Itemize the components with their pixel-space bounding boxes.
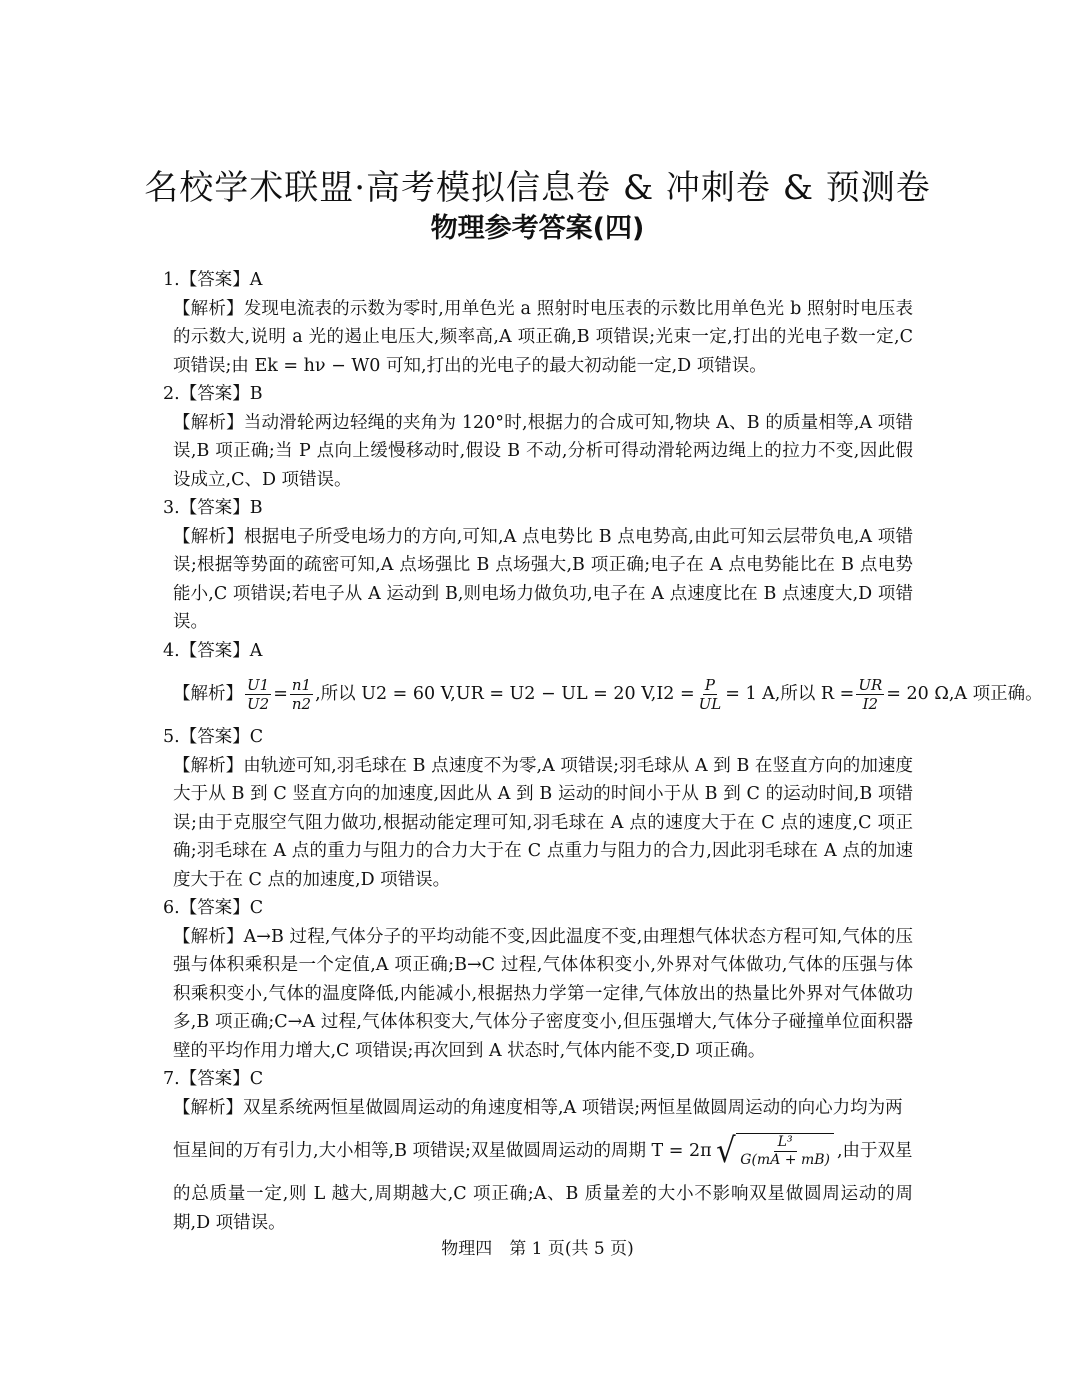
fraction-denominator: U2 (247, 694, 270, 713)
question-3 (163, 494, 913, 637)
question-2 (163, 380, 913, 494)
question-number: 3. (163, 498, 180, 518)
fraction-denominator: n2 (291, 694, 312, 713)
explanation-prefix: 【解析】 (173, 683, 243, 704)
question-6 (163, 894, 913, 1065)
radical-sign-icon: √ (715, 1131, 736, 1171)
answer-line (163, 494, 913, 523)
page-footer: 物理四 第 1 页(共 5 页) (441, 1239, 634, 1259)
square-root (715, 1133, 834, 1169)
explanation-text: 的总质量一定,则 L 越大,周期越大,C 项正确;A、B 质量差的大小不影响双星做圆周运动的周期,D 项错误。 (173, 1184, 913, 1233)
answer-text: 【答案】A (179, 270, 263, 290)
turns-ratio-fraction (290, 676, 313, 713)
question-number: 7. (163, 1069, 180, 1089)
explanation-text: 【解析】双星系统两恒星做圆周运动的角速度相等,A 项错误;两恒星做圆周运动的向心力均为两 (173, 1097, 903, 1118)
formula-text: ,由于双星 (836, 1140, 913, 1161)
answer-line (163, 266, 913, 295)
question-number: 4. (163, 640, 180, 661)
explanation-text: 【解析】由轨迹可知,羽毛球在 B 点速度不为零,A 项错误;羽毛球从 A 到 B 在竖直方向的加速度大于从 B 到 C 竖直方向的加速度,因此从 A 到 B 运动的时间小于从 B 到 C 的运动时间,B 项错误;由于克服空气阻力做功,根据动能定理可知,羽毛球在 A 点的速度大于在 C 点的速度,C 项正确;羽毛球在 A 点的重力与阻力的合力大于在 C 点重力与阻力的合力,因此羽毛球在 A 点的加速度大于在 C 点的加速度,D 项错误。 (173, 755, 913, 890)
explanation-text: 【解析】当动滑轮两边轻绳的夹角为 120°时,根据力的合成可知,物块 A、B 的质量相等,A 项错误,B 项正确;当 P 点向上缓慢移动时,假设 B 不动,分析可得动滑轮两边绳上的拉力不变,因此假设成立,C、D 项错误。 (173, 412, 913, 490)
answer-line (163, 380, 913, 409)
fraction-numerator: L³ (774, 1134, 797, 1152)
question-7 (163, 1065, 913, 1237)
question-number: 2. (163, 384, 180, 404)
question-5 (163, 723, 913, 894)
formula-text: ,所以 U2 = 60 V,UR = U2 − UL = 20 V,I2 = (315, 683, 695, 704)
voltage-ratio-fraction (245, 676, 271, 713)
explanation-text: 【解析】根据电子所受电场力的方向,可知,A 点电势比 B 点电势高,由此可知云层带负电,A 项错误;根据等势面的疏密可知,A 点场强比 B 点场强大,B 项正确;电子在 A 点电势能比在 B 点电势能小,C 项错误;若电子从 A 运动到 B,则电场力做负功,电子在 A 点速度比在 B 点速度大,D 项错误。 (173, 526, 913, 632)
answers-body (163, 266, 1043, 1237)
answer-text: 【答案】C (179, 898, 264, 918)
fraction-numerator: P (704, 675, 715, 694)
resistance-fraction (856, 676, 884, 713)
period-formula-line (163, 1122, 913, 1180)
explanation-text: 【解析】发现电流表的示数为零时,用单色光 a 照射时电压表的示数比用单色光 b 照射时电压表的示数大,说明 a 光的遏止电压大,频率高,A 项正确,B 项错误;光束一定,打出的光电子数一定,C 项错误;由 Ek = hν − W0 可知,打出的光电子的最大初动能一定,D 项错误。 (173, 298, 913, 376)
formula-text: = 20 Ω,A 项正确。 (886, 683, 1043, 704)
formula-text: = 1 A,所以 R = (725, 683, 855, 704)
fraction-denominator: UL (698, 694, 722, 713)
explanation-text: 【解析】A→B 过程,气体分子的平均动能不变,因此温度不变,由理想气体状态方程可知,气体的压强与体积乘积是一个定值,A 项正确;B→C 过程,气体体积变小,外界对气体做功,气体的压强与体积乘积变小,气体的温度降低,内能减小,根据热力学第一定律,气体放出的热量比外界对气体做功多,B 项正确;C→A 过程,气体体积变大,气体分子密度变小,但压强增大,气体分子碰撞单位面积器壁的平均作用力增大,C 项错误;再次回到 A 状态时,气体内能不变,D 项正确。 (173, 926, 913, 1061)
answer-line (163, 894, 913, 923)
equals-sign: = (273, 683, 288, 704)
fraction-denominator: I2 (862, 694, 879, 713)
answer-text: 【答案】B (179, 498, 263, 518)
answer-line (163, 723, 913, 752)
formula-text: 恒星间的万有引力,大小相等,B 项错误;双星做圆周运动的周期 T = 2π (173, 1140, 712, 1161)
page-subtitle: 物理参考答案(四) (430, 213, 645, 244)
explanation-formula (163, 665, 1043, 723)
answer-text: 【答案】C (179, 1069, 264, 1089)
page-title: 名校学术联盟·高考模拟信息卷 & 冲刺卷 & 预测卷 (144, 168, 931, 208)
fraction-denominator: G(mA + mB) (740, 1152, 830, 1168)
question-1 (163, 266, 913, 380)
answer-text: 【答案】B (179, 384, 263, 404)
answer-text: 【答案】A (179, 640, 263, 661)
current-fraction (697, 676, 724, 713)
question-4 (163, 637, 1043, 724)
answer-text: 【答案】C (179, 727, 264, 747)
question-number: 6. (163, 898, 180, 918)
fraction-numerator: U1 (247, 675, 270, 694)
answer-line (163, 637, 913, 666)
question-number: 1. (163, 270, 180, 290)
answer-line (163, 1065, 913, 1094)
fraction-numerator: n1 (291, 675, 312, 694)
radicand-fraction (736, 1133, 834, 1169)
fraction-numerator: UR (858, 675, 883, 694)
question-number: 5. (163, 727, 180, 747)
